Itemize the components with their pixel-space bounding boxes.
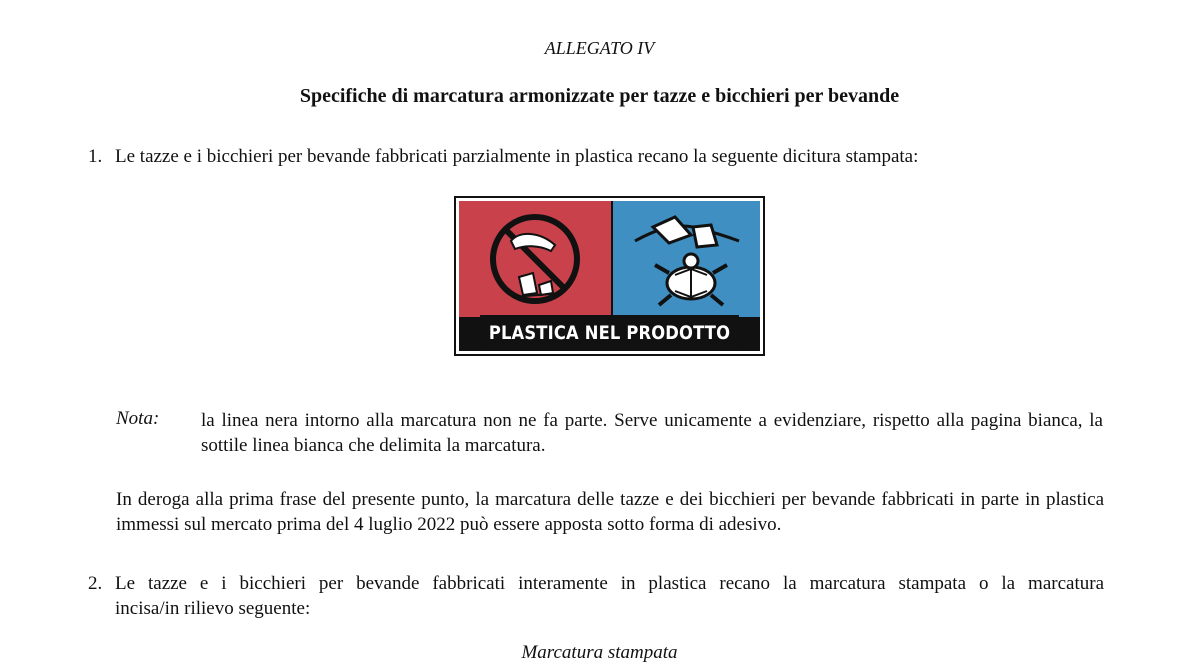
item-1 — [88, 146, 918, 168]
note-text: la linea nera intorno alla marcatura non ne fa parte. Serve unicamente a evidenziare, rispetto alla pagina bianca, la sottile linea bianca che delimita la marcatura. — [201, 410, 1103, 456]
annex-label: ALLEGATO IV — [544, 38, 655, 58]
marking-blue-panel — [613, 201, 760, 317]
item-2-line-1: Le tazze e i bicchieri per bevande fabbricati interamente in plastica recano la marcatura stampata o la marcatura — [115, 573, 1104, 594]
item-2-number: 2. — [88, 573, 103, 594]
plastic-marking-badge — [454, 196, 765, 356]
item-2-line-2: incisa/in rilievo seguente: — [115, 598, 311, 619]
item-2-first-line — [88, 571, 1104, 596]
no-littering-icon — [459, 201, 611, 317]
marking-red-panel — [459, 201, 611, 317]
marking-frame — [459, 201, 760, 351]
item-1-number: 1. — [88, 146, 103, 167]
item-2 — [88, 571, 1104, 621]
turtle-icon — [613, 201, 765, 317]
printed-marking-subheading: Marcatura stampata — [521, 642, 678, 663]
marking-label: PLASTICA NEL PRODOTTO — [480, 315, 739, 351]
document-title: Specifiche di marcatura armonizzate per tazze e bicchieri per bevande — [299, 85, 900, 107]
derogation-paragraph: In deroga alla prima frase del presente punto, la marcatura delle tazze e dei bicchieri per bevande fabbricati in parte in plastica immessi sul mercato prima del 4 luglio 2022 può essere apposta sotto forma di adesivo. — [116, 489, 1104, 535]
note-label: Nota: — [116, 408, 160, 429]
item-1-text: Le tazze e i bicchieri per bevande fabbricati parzialmente in plastica recano la seguente dicitura stampata: — [115, 146, 919, 167]
